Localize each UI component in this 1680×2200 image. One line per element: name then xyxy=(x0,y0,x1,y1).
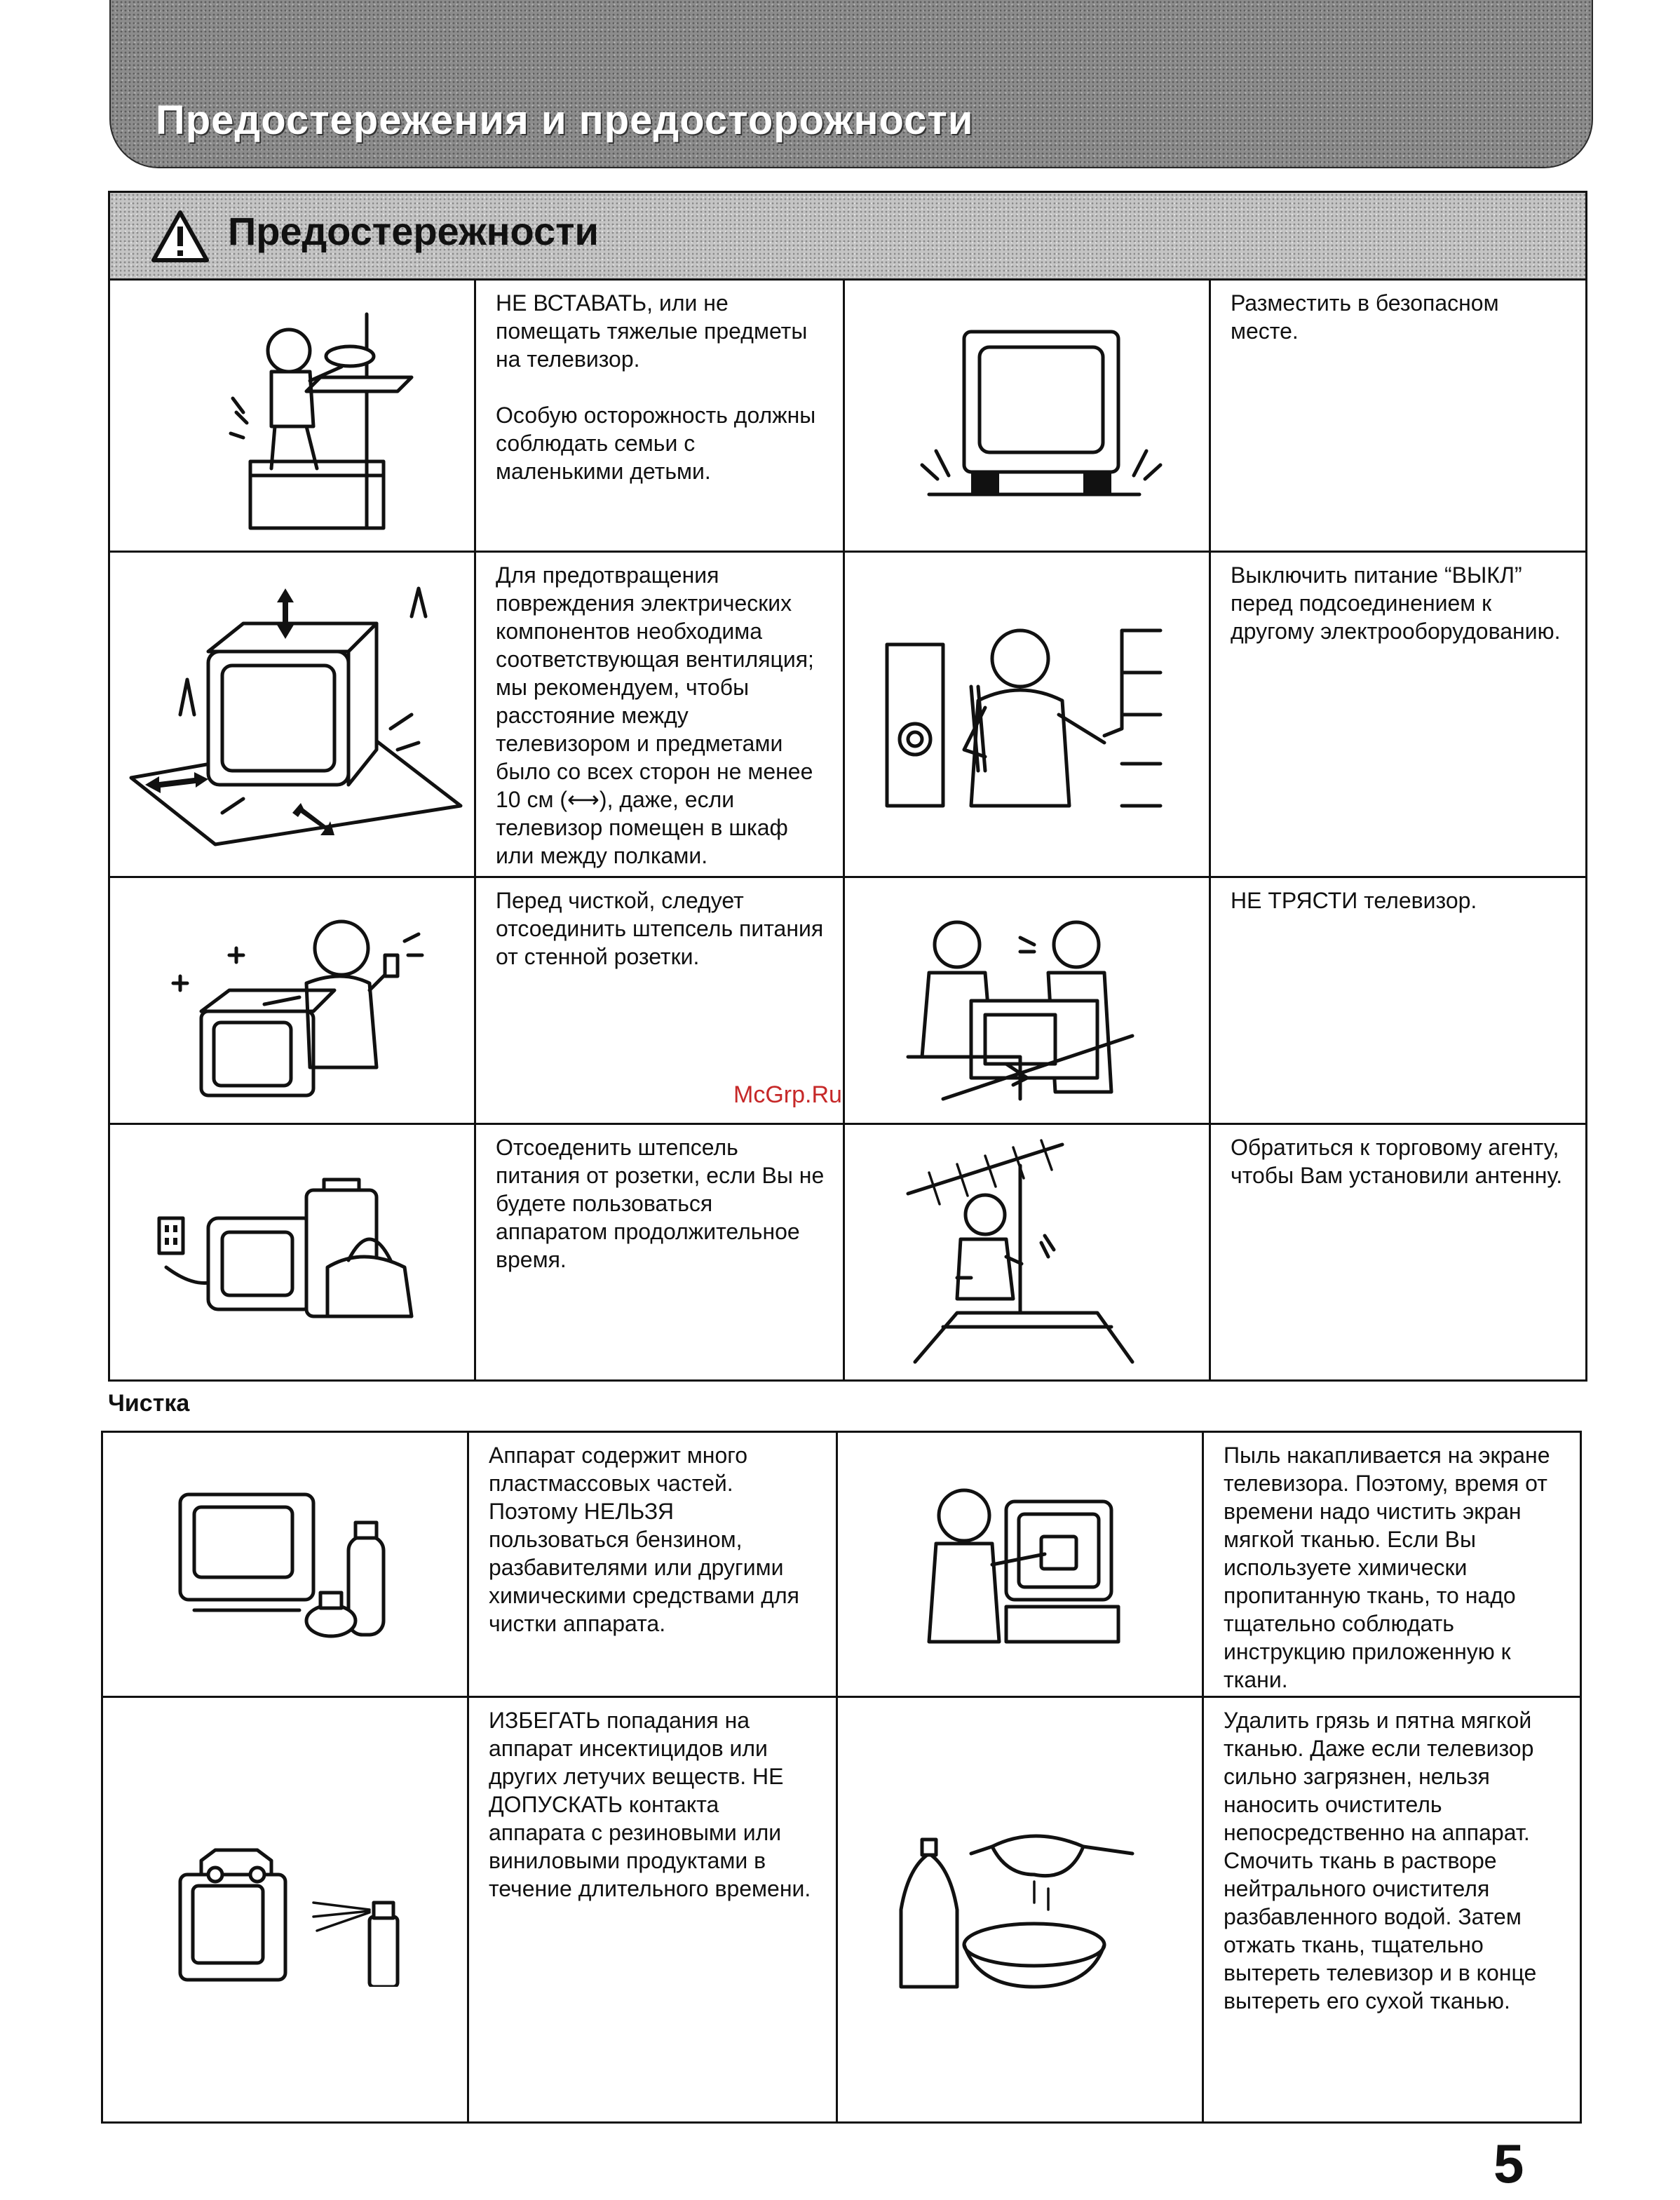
tv-stable-placement-icon xyxy=(887,311,1167,521)
child-climbing-tv-icon xyxy=(166,300,419,532)
precaution-illustration xyxy=(110,553,476,876)
woman-unplugging-tv-icon xyxy=(159,899,426,1102)
cleaning-illustration xyxy=(838,1698,1204,2121)
precaution-text: НЕ ТРЯСТИ телевизор. xyxy=(1231,888,1477,913)
precaution-text: Выключить питание “ВЫКЛ” перед подсоединением к другому электрооборудованию. xyxy=(1231,562,1561,644)
precaution-row xyxy=(110,878,1585,1125)
woman-wiping-screen-icon xyxy=(915,1480,1125,1649)
precaution-illustration xyxy=(845,878,1211,1123)
tv-ventilation-icon xyxy=(117,574,468,855)
page-title: Предостережения и предосторожности xyxy=(156,97,974,143)
precaution-illustration xyxy=(110,281,476,551)
precaution-text: Для предотвращения повреждения электрических компонентов необходима соответствующая вентиляция; мы рекомендуем, чтобы расстояние между телевизором и предметами было со всех сторон не менее 10 см (⟷), даже, если телевизор помещен в шкаф или между полками. xyxy=(476,553,845,876)
cleaning-text: Пыль накапливается на экране телевизора. Поэтому, время от времени надо чистить экран мягкой тканью. Если Вы используете химически пропитанную ткань, то надо тщательно соблюдать инструкцию приложенную к ткани. xyxy=(1224,1443,1550,1692)
wringing-cloth-bowl-icon xyxy=(894,1826,1146,1994)
precaution-row xyxy=(110,281,1585,553)
cleaning-text: Аппарат содержит много пластмассовых частей. Поэтому НЕЛЬЗЯ пользоваться бензином, разбавителями или другими химическими средствами для чистки аппарата. xyxy=(469,1433,838,1696)
precaution-text: Перед чисткой, следует отсоединить штепсель питания от стенной розетки. xyxy=(476,878,845,1123)
precautions-header xyxy=(110,193,1585,281)
precaution-illustration xyxy=(845,553,1211,876)
cleaning-row xyxy=(103,1698,1580,2121)
precaution-row xyxy=(110,553,1585,878)
cleaning-illustration xyxy=(103,1433,469,1696)
warning-triangle-icon xyxy=(151,210,210,263)
precaution-illustration xyxy=(110,1125,476,1382)
men-carrying-tv-icon xyxy=(880,896,1174,1106)
precaution-illustration xyxy=(845,1125,1211,1382)
precaution-text: НЕ ВСТАВАТЬ, или не помещать тяжелые предметы на телевизор. Особую осторожность должны соблюдать семьи с маленькими детьми. xyxy=(476,281,845,551)
precautions-heading: Предостережности xyxy=(228,209,599,253)
man-connecting-cables-icon xyxy=(880,609,1174,820)
page-banner xyxy=(109,0,1593,168)
tv-unplugged-luggage-icon xyxy=(152,1176,433,1330)
precaution-text: Обратиться к торговому агенту, чтобы Вам установили антенну. xyxy=(1231,1135,1563,1188)
page-number: 5 xyxy=(1493,2133,1524,2194)
cleaning-heading: Чистка xyxy=(108,1390,190,1417)
tv-chemicals-icon xyxy=(173,1487,398,1642)
precaution-illustration xyxy=(110,878,476,1123)
tv-insecticide-spray-icon xyxy=(159,1833,412,1987)
cleaning-text: Удалить грязь и пятна мягкой тканью. Даже если телевизор сильно загрязнен, нельзя наносить очиститель непосредственно на аппарат. Смочить ткань в растворе нейтрального очистителя разбавленного водой. Затем отжать ткань, тщательно вытереть телевизор и в конце вытереть его сухой тканью. xyxy=(1224,1708,1537,2013)
precautions-table xyxy=(108,191,1587,1382)
precaution-text: Разместить в безопасном месте. xyxy=(1231,290,1499,344)
watermark: McGrp.Ru xyxy=(733,1081,842,1108)
precaution-text: Отсоеденить штепсель питания от розетки, если Вы не будете пользоваться аппаратом продолжительное время. xyxy=(476,1125,845,1382)
antenna-installer-icon xyxy=(901,1138,1153,1369)
cleaning-text: ИЗБЕГАТЬ попадания на аппарат инсектицидов или других летучих веществ. НЕ ДОПУСКАТЬ контакта аппарата с резиновыми или виниловыми продуктами в течение длительного времени. xyxy=(469,1698,838,2121)
cleaning-illustration xyxy=(838,1433,1204,1696)
cleaning-row xyxy=(103,1433,1580,1698)
precaution-row xyxy=(110,1125,1585,1382)
precaution-illustration xyxy=(845,281,1211,551)
cleaning-illustration xyxy=(103,1698,469,2121)
cleaning-table xyxy=(101,1431,1582,2124)
